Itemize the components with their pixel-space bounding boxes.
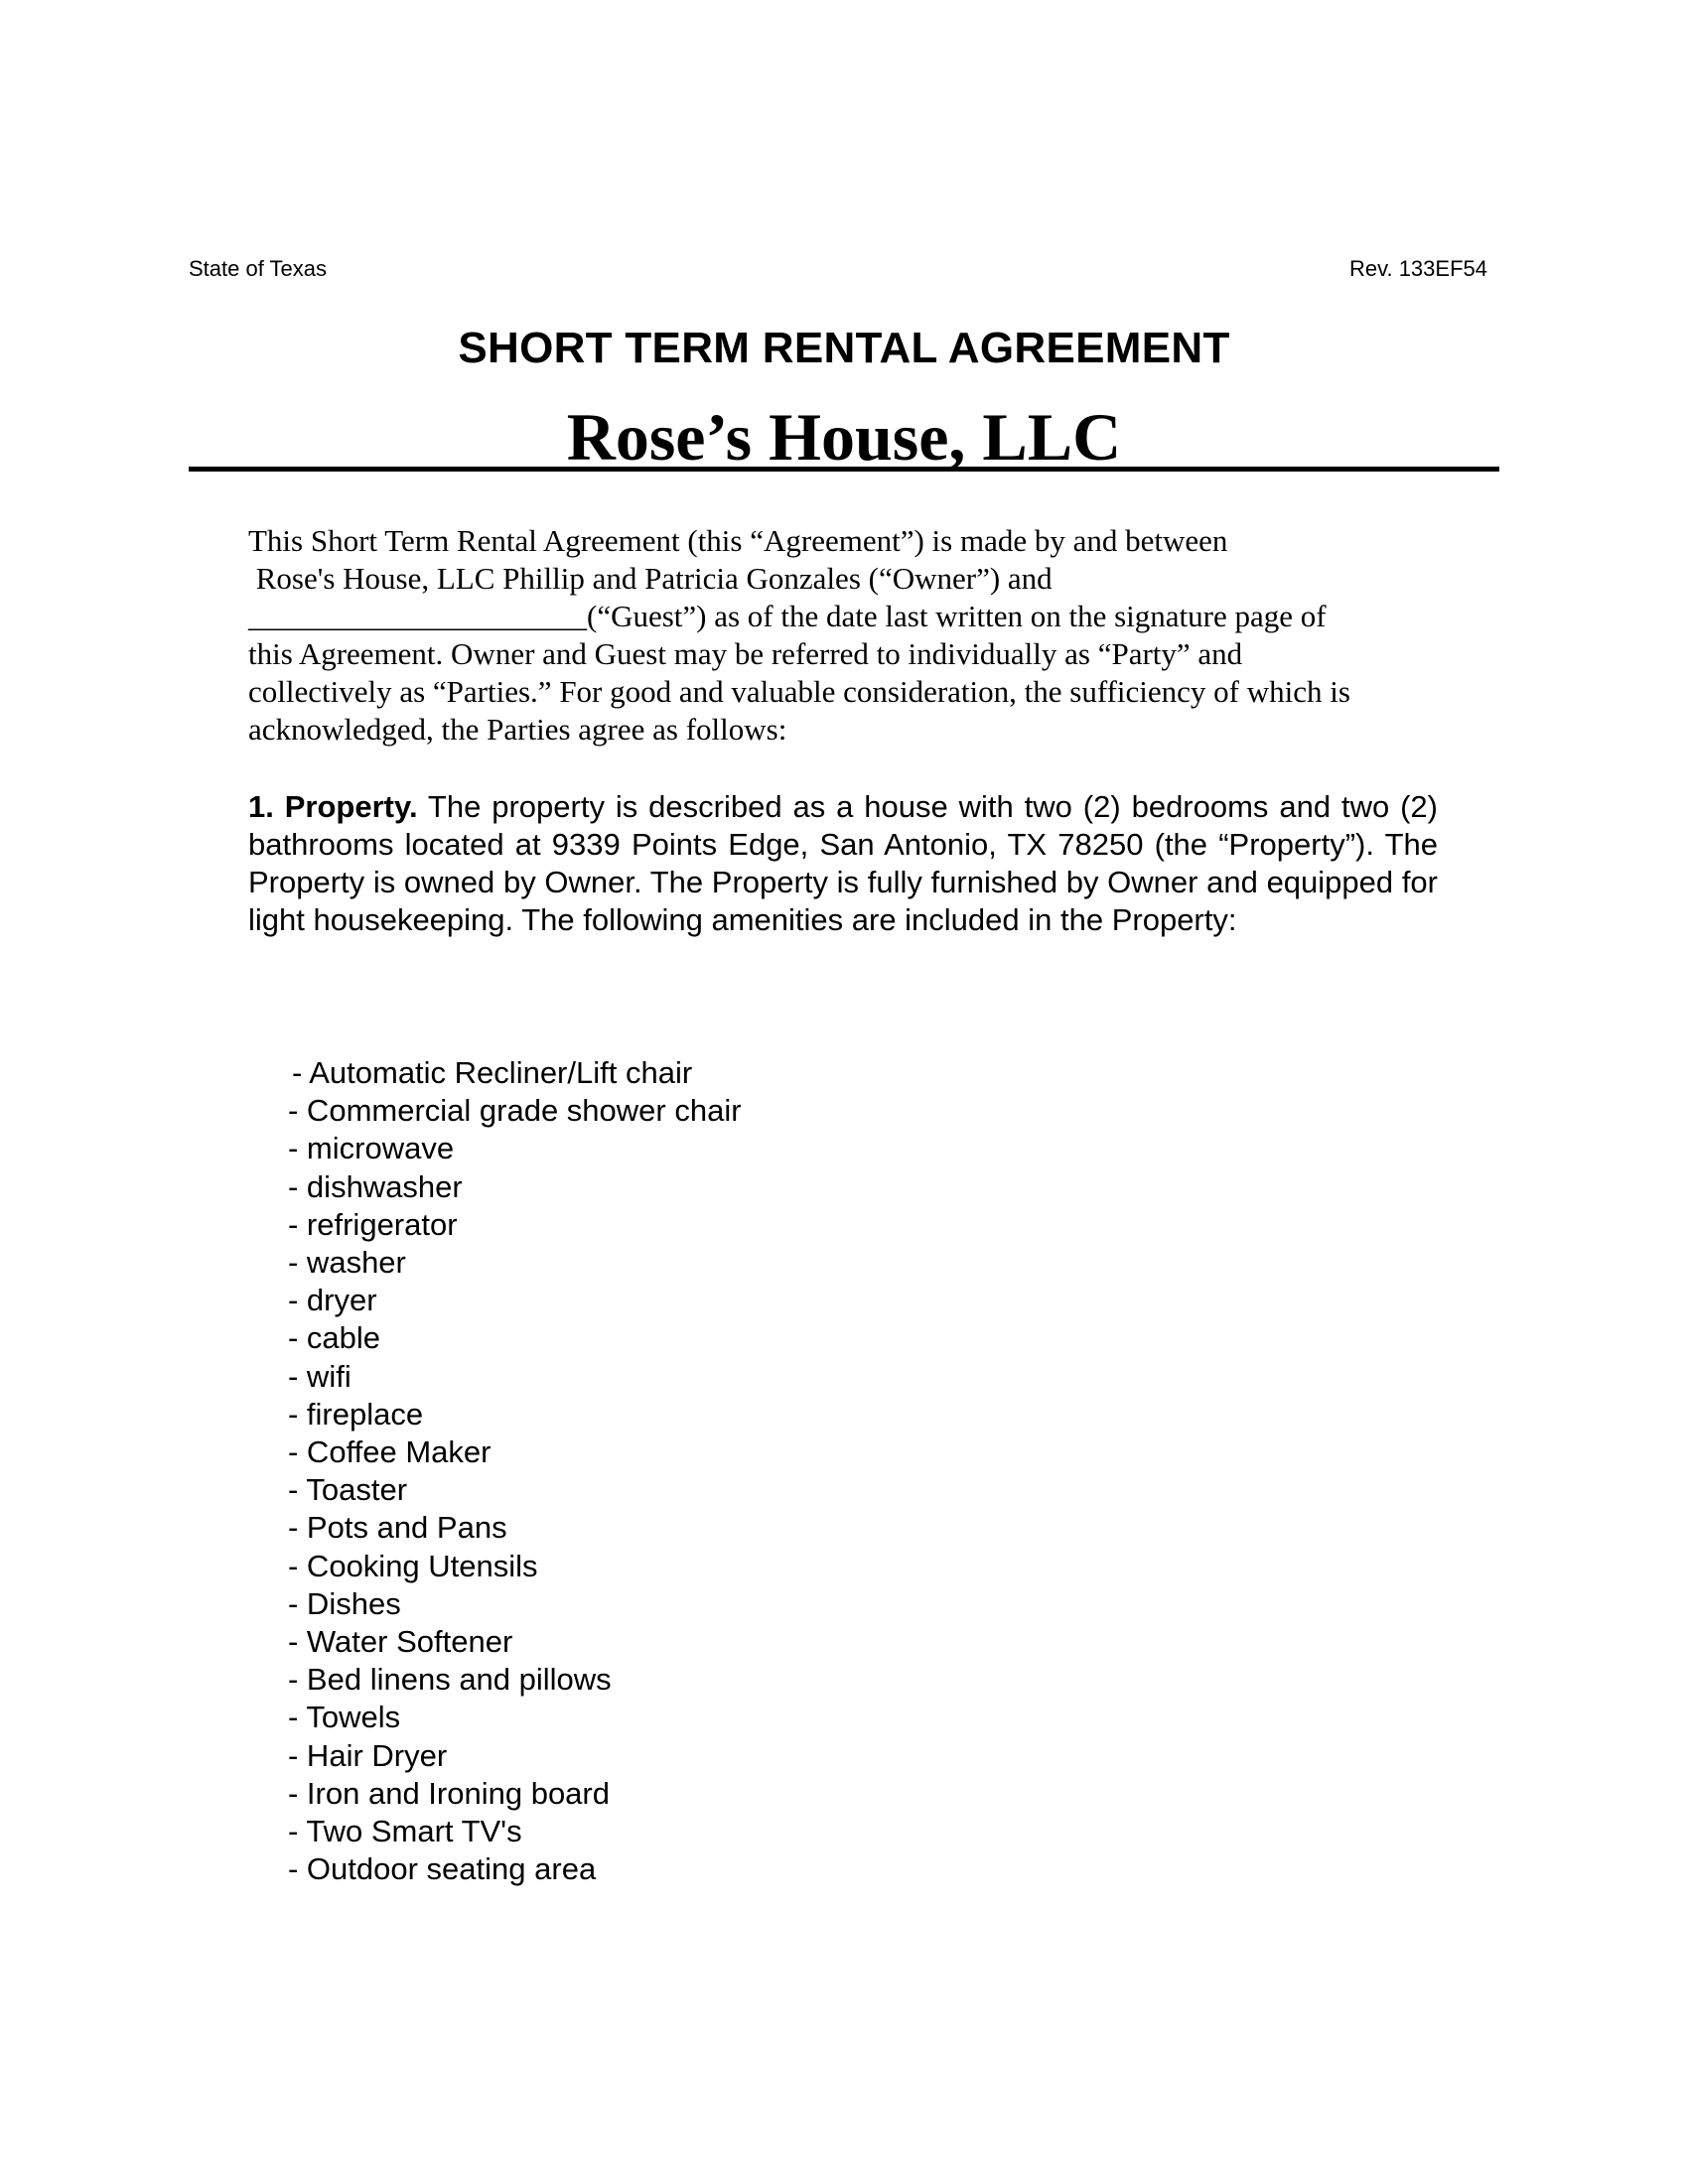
section-body: The property is described as a house with two (2) bedrooms and two (2) bathrooms located at 9339 Points Edge, San Antonio, TX 78250 (the “Property”). The Property is owned by Owner. The Property is fully furnished by Owner and equipped for light housekeeping. The following amenities are included in the Property: — [248, 789, 1438, 937]
list-item: - fireplace — [288, 1396, 424, 1432]
intro-line: Rose's House, LLC Phillip and Patricia Gonzales (“Owner”) and — [248, 561, 1053, 596]
list-item: - Pots and Pans — [288, 1510, 507, 1546]
company-underline — [189, 467, 1499, 483]
list-item: - Iron and Ironing board — [288, 1775, 610, 1811]
company-name: Rose’s House, LLC — [566, 399, 1122, 475]
list-item: - Bed linens and pillows — [288, 1662, 612, 1698]
state-label: State of Texas — [189, 256, 328, 281]
list-item: - Water Softener — [288, 1624, 513, 1660]
intro-line: this Agreement. Owner and Guest may be referred to individually as “Party” and — [248, 636, 1243, 671]
intro-line: ______________________(“Guest”) as of the date last written on the signature page of — [248, 599, 1327, 633]
amenities-list — [288, 1054, 742, 1888]
revision-label: Rev. 133EF54 — [1348, 256, 1487, 281]
list-item: - Dishes — [288, 1585, 401, 1621]
list-item: - Hair Dryer — [288, 1737, 448, 1773]
intro-line: This Short Term Rental Agreement (this “Agreement”) is made by and between — [248, 523, 1228, 558]
list-item: - cable — [288, 1320, 381, 1356]
list-item: - Outdoor seating area — [288, 1851, 597, 1887]
list-item: - wifi — [288, 1358, 352, 1394]
intro-line: acknowledged, the Parties agree as follows: — [248, 712, 787, 747]
list-item: - washer — [288, 1245, 406, 1281]
intro-paragraph — [248, 522, 1440, 749]
list-item: - dishwasher — [288, 1168, 463, 1204]
list-item: - Coffee Maker — [288, 1434, 492, 1470]
section-heading: 1. Property. — [248, 789, 418, 824]
document-title: SHORT TERM RENTAL AGREEMENT — [458, 324, 1230, 372]
list-item: - dryer — [288, 1283, 377, 1318]
list-item: - Automatic Recliner/Lift chair — [292, 1055, 693, 1090]
list-item: - Two Smart TV's — [288, 1814, 522, 1849]
list-item: - microwave — [288, 1131, 455, 1166]
section-property — [248, 788, 1438, 939]
intro-line: collectively as “Parties.” For good and valuable consideration, the sufficiency of which is — [248, 674, 1350, 709]
list-item: - Cooking Utensils — [288, 1548, 538, 1583]
list-item: - Toaster — [288, 1472, 408, 1508]
list-item: - Commercial grade shower chair — [288, 1093, 742, 1129]
list-item: - Towels — [288, 1700, 401, 1735]
list-item: - refrigerator — [288, 1206, 458, 1242]
